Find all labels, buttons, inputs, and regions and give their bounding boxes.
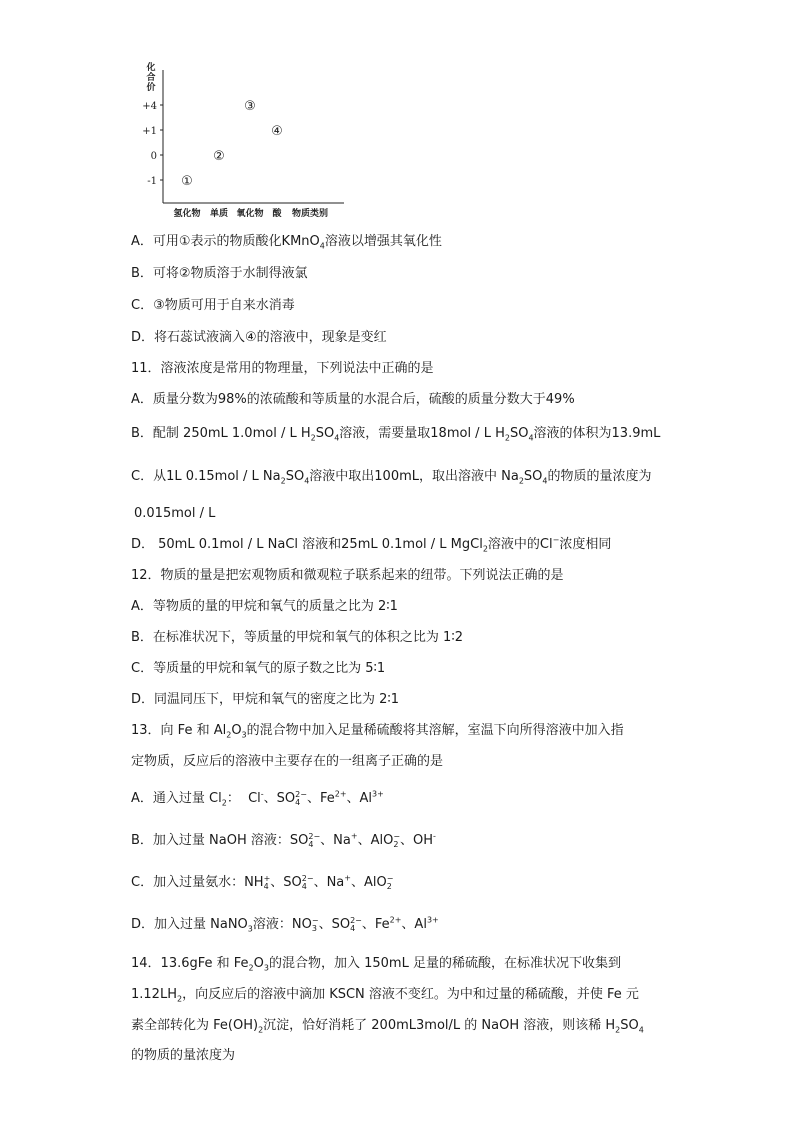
q11-option-c: C．从1L 0.15mol / L $Na_2SO_4$溶液中取出100mL，取出溶液中 $Na_2SO_4$的物质的量浓度为: [131, 469, 652, 486]
y-axis-label: [145, 61, 155, 93]
sulfate-charge-stack: 2− 4: [301, 873, 314, 891]
q13-option-b: B．加入过量 NaOH 溶液：SO 2− 4 、Na+、AlO − 2 、OH-: [131, 831, 436, 849]
sulfate-charge-stack: 2− 4: [350, 915, 362, 933]
aluminate-charge-stack: − 2: [393, 831, 401, 849]
q10-option-c: C．③物质可用于自来水消毒: [131, 298, 295, 313]
x-category-label: 氧化物: [236, 209, 264, 219]
data-point-marker: ②: [213, 149, 225, 164]
q12-option-b: B．在标准状况下，等质量的甲烷和氧气的体积之比为 1∶2: [131, 630, 463, 645]
q11-option-b: B．配制 250mL 1.0mol / L $H_2SO_4$溶液，需要量取18mol / L $H_2SO_4$溶液的体积为13.9mL: [131, 426, 661, 443]
q12-option-c: C．等质量的甲烷和氧气的原子数之比为 5∶1: [131, 661, 386, 676]
chart-svg: [130, 58, 350, 223]
q11-stem: 11．溶液浓度是常用的物理量，下列说法中正确的是: [131, 361, 434, 376]
q12-option-a: A．等物质的量的甲烷和氧气的质量之比为 2∶1: [131, 599, 398, 614]
ammonium-charge-stack: + 4: [263, 873, 271, 891]
q14-line-3: 素全部转化为 $Fe(OH)_2$沉淀，恰好消耗了 200mL3mol/L 的 NaOH 溶液，则该稀 $H_2SO_4$: [131, 1018, 644, 1035]
q10-option-b: B．可将②物质溶于水制得液氯: [131, 266, 308, 281]
q10-option-d: D．将石蕊试液滴入④的溶液中，现象是变红: [131, 330, 387, 345]
x-axis-label: 物质类别: [291, 209, 329, 219]
data-point-marker: ④: [271, 124, 283, 139]
valence-category-chart: [130, 58, 350, 223]
q13-option-d: D．加入过量 NaNO$_3$溶液：NO − 3 、SO 2− 4 、$Fe^{2+}$、$Al^{3+}$: [131, 915, 439, 934]
sulfate-charge-stack: 2− 4: [308, 831, 321, 849]
q12-stem: 12．物质的量是把宏观物质和微观粒子联系起来的纽带。下列说法正确的是: [131, 568, 564, 583]
y-tick-label: 0: [150, 151, 157, 162]
y-axis-label-char: 化: [146, 63, 156, 73]
q11-option-a: A．质量分数为98%的浓硫酸和等质量的水混合后，硫酸的质量分数大于49%: [131, 392, 575, 407]
q13-stem-line-2: 定物质，反应后的溶液中主要存在的一组离子正确的是: [131, 754, 444, 769]
sulfate-charge-stack: 2− 4: [295, 789, 307, 807]
y-axis-label-char: 价: [146, 83, 156, 93]
q11-option-c-cont: 0.015mol / L: [134, 506, 216, 521]
q14-line-4: 的物质的量浓度为: [131, 1048, 236, 1063]
y-tick-label: +1: [142, 126, 157, 137]
q12-option-d: D．同温同压下，甲烷和氧气的密度之比为 2∶1: [131, 692, 400, 707]
data-point-marker: ①: [181, 174, 193, 189]
y-tick-label: +4: [142, 101, 157, 112]
x-category-label: 氢化物: [173, 209, 201, 219]
q13-stem-line-1: 13．向 Fe 和 $Al_2O_3$的混合物中加入足量稀硫酸将其溶解，室温下向所得溶液中加入指: [131, 723, 624, 740]
q11-option-d: D． 50mL 0.1mol / L NaCl 溶液和25mL 0.1mol / L MgCl$_2$溶液中的Cl−浓度相同: [131, 535, 612, 554]
q14-line-2: $1.12LH_2$，向反应后的溶液中滴加 KSCN 溶液不变红。为中和过量的稀硫酸，并使 Fe 元: [131, 987, 639, 1004]
x-category-label: 单质: [209, 209, 229, 219]
y-axis-label-char: 合: [146, 73, 156, 83]
nitrate-charge-stack: − 3: [311, 915, 319, 933]
q13-option-a: A．通入过量 $Cl_2$： Cl-、SO 2− 4 、$Fe^{2+}$、$Al^{3+}$: [131, 789, 384, 808]
y-tick-label: -1: [147, 176, 157, 187]
data-point-marker: ③: [244, 99, 256, 114]
x-category-label: 酸: [272, 209, 282, 219]
q14-line-1: 14．13.6gFe 和 $Fe_2O_3$的混合物，加入 150mL 足量的稀硫酸，在标准状况下收集到: [131, 956, 621, 973]
q10-option-a: A．可用①表示的物质酸化KMnO$_4$溶液以增强其氧化性: [131, 234, 442, 251]
aluminate-charge-stack: − 2: [386, 873, 394, 891]
q13-option-c: C．加入过量氨水：NH + 4 、SO 2− 4 、Na+、AlO − 2: [131, 873, 394, 891]
